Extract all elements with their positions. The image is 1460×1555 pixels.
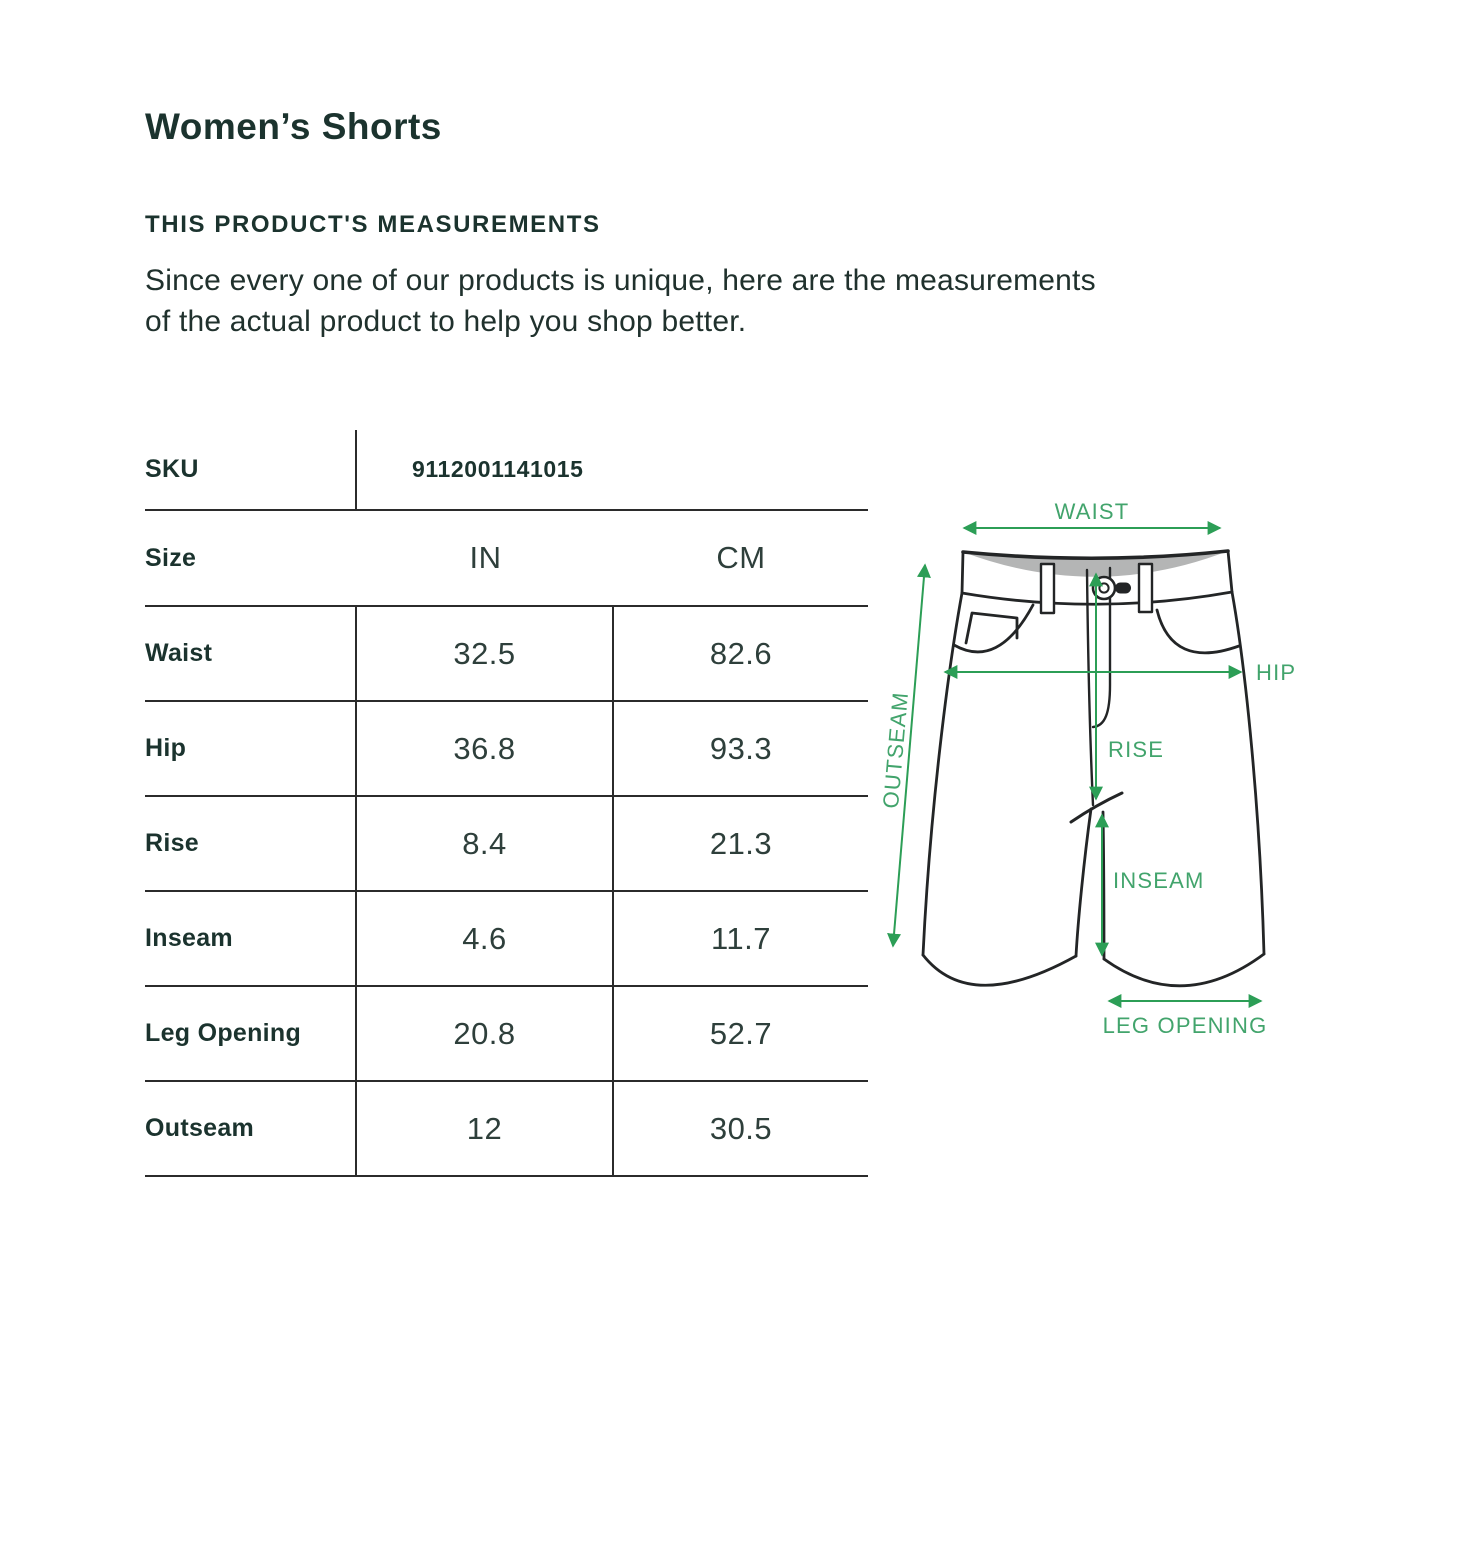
shorts-illustration <box>923 551 1264 986</box>
shorts-measurement-diagram <box>860 480 1460 1060</box>
row-value-cm: 52.7 <box>709 1015 773 1051</box>
sku-value: 9112001141015 <box>412 456 584 482</box>
row-value-in: 36.8 <box>357 702 614 795</box>
belt-loop-left <box>1041 564 1054 613</box>
unit-header-cm: CM <box>716 540 766 575</box>
measurements-table <box>145 430 868 1177</box>
section-heading: THIS PRODUCT'S MEASUREMENTS <box>145 211 601 238</box>
row-label: Waist <box>145 607 357 700</box>
table-row-waist <box>145 607 868 702</box>
table-row-outseam <box>145 1082 868 1177</box>
hip-label: HIP <box>1256 660 1297 685</box>
table-row-leg-opening <box>145 987 868 1082</box>
row-label: Hip <box>145 702 357 795</box>
size-label: Size <box>145 543 197 572</box>
description-line-2: of the actual product to help you shop better. <box>145 305 747 338</box>
inseam-label: INSEAM <box>1113 868 1205 893</box>
row-value-cm: 82.6 <box>709 635 773 671</box>
leg-opening-label: LEG OPENING <box>1102 1013 1268 1038</box>
row-value-cm: 11.7 <box>710 920 772 956</box>
table-row-inseam <box>145 892 868 987</box>
row-label: Leg Opening <box>145 987 357 1080</box>
table-row-hip <box>145 702 868 797</box>
row-label: Outseam <box>145 1082 357 1175</box>
table-row-size-header <box>145 511 868 607</box>
description <box>145 260 1096 342</box>
row-value-in: 32.5 <box>357 607 614 700</box>
table-row-rise <box>145 797 868 892</box>
row-value-cm: 21.3 <box>709 825 773 861</box>
belt-loop-right <box>1139 564 1152 612</box>
row-label: Inseam <box>145 892 357 985</box>
waist-label: WAIST <box>1054 499 1130 524</box>
sku-label: SKU <box>145 430 357 509</box>
table-row-sku <box>145 430 868 511</box>
outseam-label: OUTSEAM <box>877 690 914 810</box>
row-value-in: 8.4 <box>357 797 614 890</box>
row-value-in: 4.6 <box>357 892 614 985</box>
row-value-cm: 93.3 <box>709 730 773 766</box>
page-title: Women’s Shorts <box>145 106 442 147</box>
row-value-in: 12 <box>357 1082 614 1175</box>
description-line-1: Since every one of our products is unique, here are the measurements <box>145 264 1096 297</box>
unit-header-in: IN <box>469 540 502 575</box>
row-value-in: 20.8 <box>357 987 614 1080</box>
row-value-cm: 30.5 <box>709 1110 773 1146</box>
row-label: Rise <box>145 797 357 890</box>
rise-label: RISE <box>1108 737 1165 762</box>
